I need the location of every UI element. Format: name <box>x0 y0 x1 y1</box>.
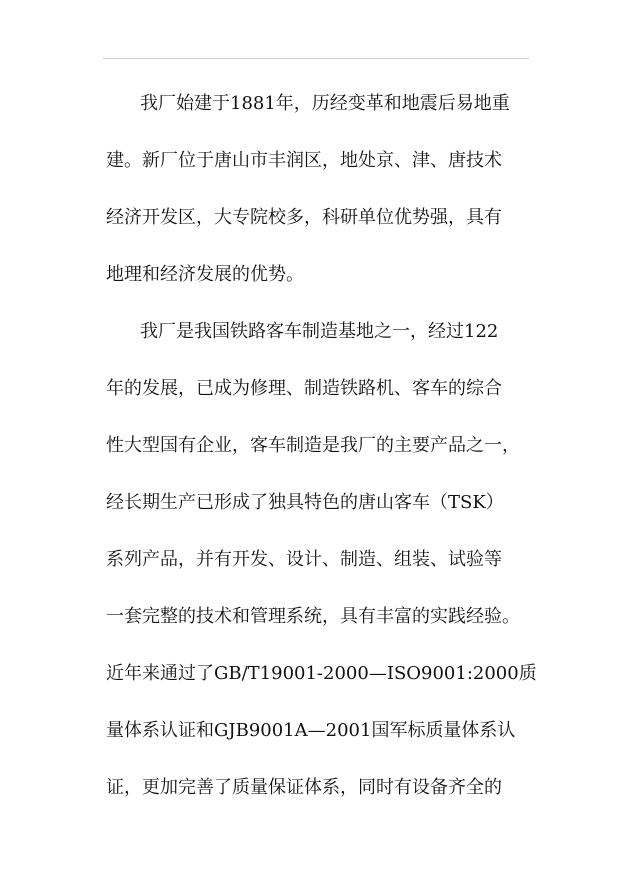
text-line-5: 我厂是我国铁路客车制造基地之一，经过122 <box>140 321 499 342</box>
text-line-8: 经长期生产已形成了独具特色的唐山客车（TSK） <box>106 492 504 513</box>
text-line-3: 经济开发区，大专院校多，科研单位优势强，具有 <box>106 207 502 228</box>
text-line-12: 量体系认证和GJB9001A—2001国军标质量体系认 <box>106 720 516 741</box>
text-line-11: 近年来通过了GB/T19001-2000—ISO9001:2000质 <box>106 663 537 684</box>
text-line-1: 我厂始建于1881年，历经变革和地震后易地重 <box>140 93 510 114</box>
text-line-13: 证，更加完善了质量保证体系，同时有设备齐全的 <box>106 777 502 798</box>
header-divider <box>103 58 529 59</box>
text-line-7: 性大型国有企业，客车制造是我厂的主要产品之一， <box>106 435 520 456</box>
text-line-9: 系列产品，并有开发、设计、制造、组装、试验等 <box>106 549 502 570</box>
text-line-4: 地理和经济发展的优势。 <box>106 264 304 285</box>
text-line-10: 一套完整的技术和管理系统，具有丰富的实践经验。 <box>106 606 520 627</box>
text-line-6: 年的发展，已成为修理、制造铁路机、客车的综合 <box>106 378 502 399</box>
text-line-2: 建。新厂位于唐山市丰润区，地处京、津、唐技术 <box>106 150 502 171</box>
